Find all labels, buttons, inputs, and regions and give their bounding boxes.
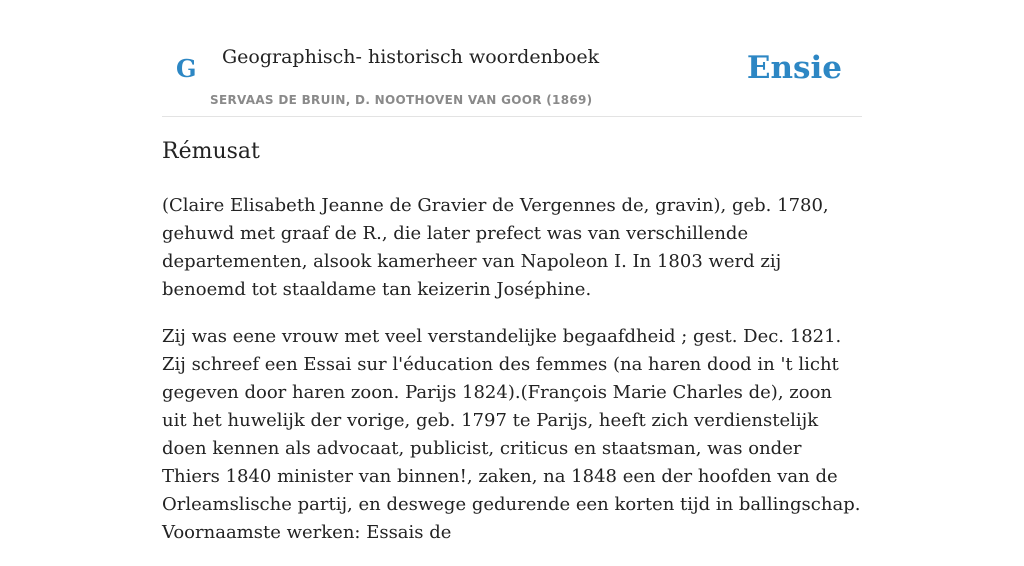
book-authors: SERVAAS DE BRUIN, D. NOOTHOVEN VAN GOOR (1869): [210, 93, 593, 107]
ensie-logo[interactable]: Ensie: [746, 50, 842, 86]
entry-title: Rémusat: [162, 139, 260, 164]
entry-paragraph: (Claire Elisabeth Jeanne de Gravier de Vergennes de, gravin), geb. 1780, gehuwd met graaf de R., die later prefect was van verschillende departementen, alsook kamerheer van Napoleon I. In 1803 werd zij benoemd tot staaldame tan keizerin Joséphine.: [162, 195, 829, 300]
entry-paragraph: Zij was eene vrouw met veel verstandelijke begaafdheid ; gest. Dec. 1821. Zij schreef een Essai sur l'éducation des femmes (na haren dood in 't licht gegeven door haren zoon. Parijs 1824).(François Marie Charles de), zoon uit het huwelijk der vorige, geb. 1797 te Parijs, heeft zich verdienstelijk doen kennen als advocaat, publicist, criticus en staatsman, was onder Thiers 1840 minister van binnen!, zaken, na 1848 een der hoofden van de Orleamslische partij, en deswege gedurende een korten tijd in ballingschap. Voornaamste werken: Essais de: [162, 326, 861, 543]
book-header: [162, 34, 862, 117]
book-title-link[interactable]: Geographisch- historisch woordenboek: [222, 46, 600, 68]
book-icon[interactable]: G: [176, 54, 197, 83]
entry-body: [162, 192, 862, 566]
